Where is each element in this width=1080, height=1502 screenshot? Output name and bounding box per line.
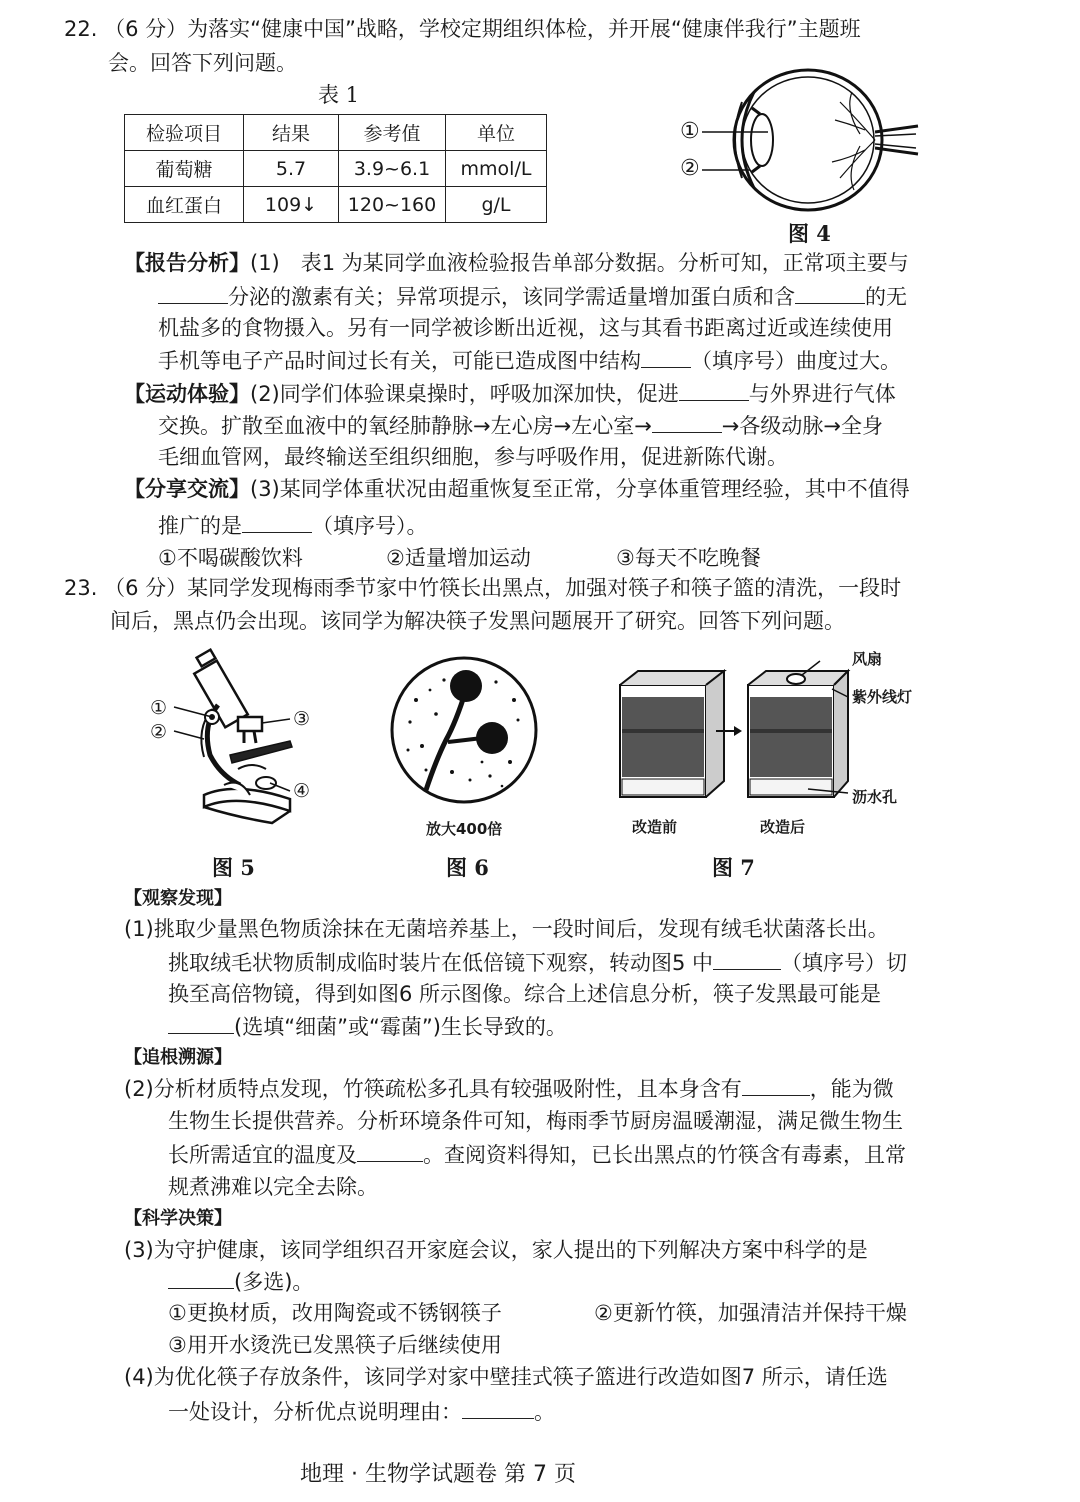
q22-part1-text: 机盐多的食物摄入。另有一同学被诊断出近视，这与其看书距离过近或连续使用 — [158, 316, 893, 340]
q23-part1-text: (选填“细菌”或“霉菌”)生长导致的。 — [234, 1015, 567, 1039]
microscope-diagram — [140, 645, 330, 835]
section-tag-share: 【分享交流】 — [124, 476, 250, 501]
fig4-label-2: ② — [680, 156, 700, 181]
table-row — [125, 187, 547, 223]
q23-part2-text: ，能为微 — [809, 1077, 894, 1101]
answer-blank[interactable] — [795, 281, 865, 304]
chopstick-basket-diagram — [612, 645, 852, 815]
section-tag-report: 【报告分析】 — [124, 250, 250, 275]
q22-part1-text: 分泌的激素有关；异常项提示，该同学需适量增加蛋白质和含 — [228, 285, 795, 309]
table-cell: 葡萄糖 — [125, 151, 244, 187]
answer-blank[interactable] — [679, 378, 749, 401]
q23-option-1: ①更换材质，改用陶瓷或不锈钢筷子 — [168, 1301, 502, 1325]
q22-part1-text: 手机等电子产品时间过长有关，可能已造成图中结构 — [158, 349, 641, 373]
q23-part1-text: (1)挑取少量黑色物质涂抹在无菌培养基上，一段时间后，发现有绒毛状菌落长出。 — [124, 917, 889, 941]
eye-diagram — [670, 62, 930, 222]
mould-micrograph — [386, 650, 542, 816]
fig6-magnification: 放大400倍 — [426, 820, 503, 838]
table-cell: 血红蛋白 — [125, 187, 244, 223]
q23-part1-text: 换至高倍物镜，得到如图6 所示图像。综合上述信息分析，筷子发黑最可能是 — [168, 982, 882, 1006]
section-tag-observe: 【观察发现】 — [124, 888, 232, 909]
table-cell: 5.7 — [244, 151, 339, 187]
fig7-after-label: 改造后 — [760, 818, 806, 836]
q23-option-3: ③用开水烫洗已发黑筷子后继续使用 — [168, 1333, 502, 1357]
fig7-uv-lamp-label: 紫外线灯 — [852, 688, 913, 706]
q23-part3-text: (3)为守护健康，该同学组织召开家庭会议，家人提出的下列解决方案中科学的是 — [124, 1238, 868, 1262]
q23-part2-text: 。查阅资料得知，已长出黑点的竹筷含有毒素，且常 — [423, 1143, 906, 1167]
table-header: 结果 — [244, 115, 339, 151]
section-tag-trace: 【追根溯源】 — [124, 1047, 232, 1068]
q23-part1-text: 挑取绒毛状物质制成临时装片在低倍镜下观察，转动图5 中 — [168, 951, 714, 975]
answer-blank[interactable] — [357, 1139, 423, 1162]
q22-stem-line1: 22. （6 分）为落实“健康中国”战略，学校定期组织体检，并开展“健康伴我行”主题班 — [64, 17, 861, 41]
fig7-before-label: 改造前 — [632, 818, 678, 836]
q22-option-1: ①不喝碳酸饮料 — [158, 546, 303, 570]
q23-part4-text: (4)为优化筷子存放条件，该同学对家中壁挂式筷子篮进行改造如图7 所示，请任选 — [124, 1365, 888, 1389]
table-header: 检验项目 — [125, 115, 244, 151]
q22-part3-text: (3)某同学体重状况由超重恢复至正常，分享体重管理经验，其中不值得 — [250, 477, 910, 501]
blood-test-table — [124, 114, 547, 223]
table-cell: mmol/L — [446, 151, 547, 187]
q23-stem-line1: 23. （6 分）某同学发现梅雨季节家中竹筷长出黑点，加强对筷子和筷子篮的清洗，一段时 — [64, 576, 902, 600]
fig5-label-4: ④ — [293, 780, 311, 802]
q23-stem-line2: 间后，黑点仍会出现。该同学为解决筷子发黑问题展开了研究。回答下列问题。 — [110, 609, 845, 633]
answer-blank[interactable] — [168, 1011, 234, 1034]
table-header-row — [125, 115, 547, 151]
table-cell: 120~160 — [339, 187, 446, 223]
answer-blank[interactable] — [713, 947, 781, 970]
q23-part2-text: (2)分析材质特点发现，竹筷疏松多孔具有较强吸附性，且本身含有 — [124, 1077, 742, 1101]
section-tag-decision: 【科学决策】 — [124, 1208, 232, 1229]
table-cell: g/L — [446, 187, 547, 223]
q23-part1-text: （填序号）切 — [781, 951, 908, 975]
q22-option-2: ②适量增加运动 — [386, 546, 531, 570]
answer-blank[interactable] — [158, 281, 228, 304]
q22-option-3: ③每天不吃晚餐 — [616, 546, 761, 570]
q23-part2-text: 生物生长提供营养。分析环境条件可知，梅雨季节厨房温暖潮湿，满足微生物生 — [168, 1109, 903, 1133]
q22-part2-text: 交换。扩散至血液中的氧经肺静脉→左心房→左心室→ — [158, 414, 652, 438]
fig6-caption: 图 6 — [446, 855, 489, 880]
q22-part3-text: （填序号）。 — [312, 514, 428, 538]
answer-blank[interactable] — [641, 345, 691, 368]
fig7-drain-hole-label: 沥水孔 — [852, 788, 898, 806]
section-tag-exercise: 【运动体验】 — [124, 381, 250, 406]
fig4-label-1: ① — [680, 119, 700, 144]
q22-part2-text: 与外界进行气体 — [748, 382, 896, 406]
q23-part4-text: 。 — [534, 1400, 555, 1424]
fig7-fan-label: 风扇 — [852, 650, 883, 668]
table-cell: 109↓ — [244, 187, 339, 223]
table-header: 单位 — [446, 115, 547, 151]
q23-part2-text: 长所需适宜的温度及 — [168, 1143, 357, 1167]
answer-blank[interactable] — [742, 1073, 810, 1096]
q22-part1-text: （填序号）曲度过大。 — [691, 349, 901, 373]
q22-part2-text: 毛细血管网，最终输送至组织细胞，参与呼吸作用，促进新陈代谢。 — [158, 445, 788, 469]
q23-part4-text: 一处设计，分析优点说明理由： — [168, 1400, 462, 1424]
answer-blank[interactable] — [242, 510, 312, 533]
fig5-label-2: ② — [150, 721, 168, 743]
q22-stem-line2: 会。回答下列问题。 — [108, 51, 297, 75]
q22-part3-text: 推广的是 — [158, 514, 242, 538]
q22-part2-text: →各级动脉→全身 — [721, 414, 883, 438]
page-footer: 地理 · 生物学试题卷 第 7 页 — [300, 1462, 576, 1487]
answer-blank[interactable] — [462, 1396, 534, 1419]
fig5-label-3: ③ — [293, 708, 311, 730]
q22-part1-text: 的无 — [865, 285, 907, 309]
q22-part2-text: (2)同学们体验课桌操时，呼吸加深加快，促进 — [250, 382, 679, 406]
table-header: 参考值 — [339, 115, 446, 151]
q23-part3-text: (多选)。 — [234, 1270, 314, 1294]
fig4-caption: 图 4 — [788, 221, 831, 246]
answer-blank[interactable] — [168, 1266, 234, 1289]
table-cell: 3.9~6.1 — [339, 151, 446, 187]
answer-blank[interactable] — [652, 410, 722, 433]
q22-part1-text: (1) 表1 为某同学血液检验报告单部分数据。分析可知，正常项主要与 — [250, 251, 909, 275]
table-caption: 表 1 — [318, 83, 360, 107]
table-row — [125, 151, 547, 187]
fig5-label-1: ① — [150, 697, 168, 719]
fig5-caption: 图 5 — [212, 855, 255, 880]
fig7-caption: 图 7 — [712, 855, 755, 880]
q23-part2-text: 规煮沸难以完全去除。 — [168, 1175, 378, 1199]
q23-option-2: ②更新竹筷，加强清洁并保持干燥 — [594, 1301, 907, 1325]
